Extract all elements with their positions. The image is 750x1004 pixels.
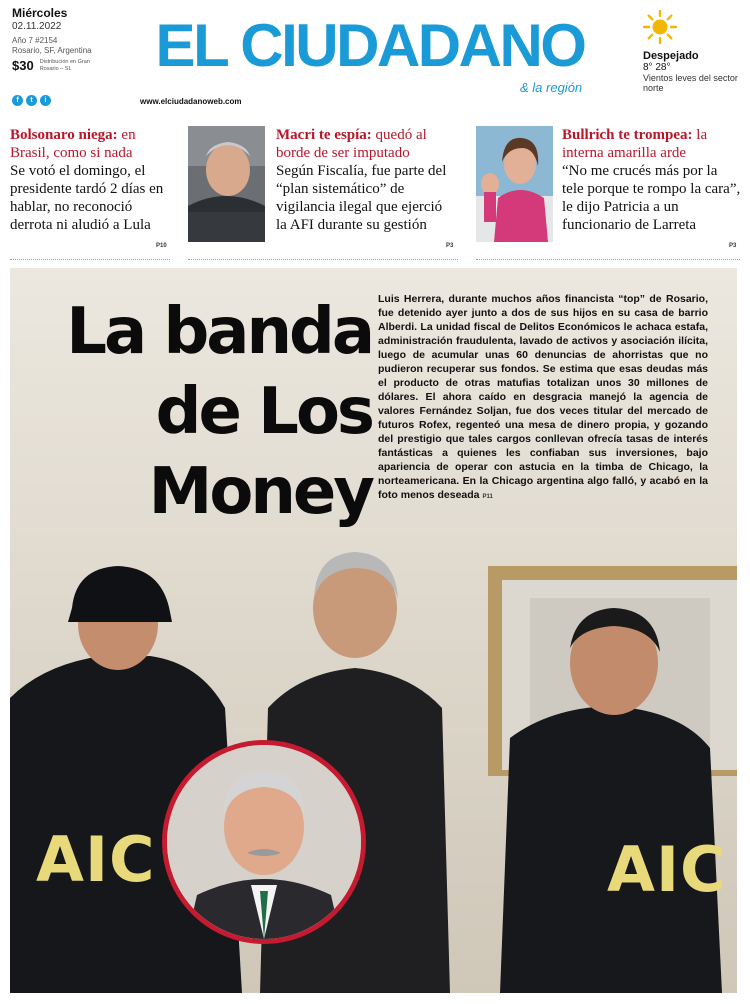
- issue-number: Año 7 #2154: [12, 36, 58, 45]
- edition-day: Miércoles: [12, 6, 68, 20]
- twitter-icon[interactable]: t: [26, 95, 37, 106]
- price: $30: [12, 58, 34, 73]
- teaser-body: “No me crucés más por la tele porque te rompo la cara”, le dijo Patricia a un funcionario de Larreta: [562, 163, 741, 233]
- edition-date: 02.11.2022: [12, 21, 62, 32]
- weather-wind: Vientos leves del sector norte: [643, 73, 738, 93]
- teaser-body: Según Fiscalía, fue parte del “plan sistemático” de vigilancia ilegal que ejerció la AFI durante su gestión: [276, 163, 447, 233]
- aic-vest-label-left: AIC: [36, 823, 156, 896]
- instagram-icon[interactable]: i: [40, 95, 51, 106]
- macri-photo-art: [188, 126, 265, 242]
- newspaper-subtitle: & la región: [520, 80, 583, 95]
- teaser-lead: quedó al borde de ser imputado: [276, 127, 427, 161]
- weather-box: [643, 10, 743, 93]
- teaser-body: Se votó el domingo, el presidente tardó 2 días en hablar, no reconoció derrota ni aludió a Lula: [10, 163, 164, 233]
- divider: [10, 259, 170, 260]
- newspaper-title: EL CIUDADANO: [155, 12, 585, 79]
- aic-vest-label-right: AIC: [607, 833, 727, 906]
- main-body: [378, 292, 708, 504]
- teaser-page-ref: P3: [729, 243, 737, 249]
- teaser-kicker: Bullrich te trompea:: [562, 127, 693, 143]
- price-row: [12, 58, 132, 73]
- headline-line: Money: [148, 455, 372, 529]
- weather-condition: Despejado: [643, 50, 699, 62]
- teaser-macri[interactable]: [276, 126, 454, 234]
- divider: [188, 259, 458, 260]
- main-headline: [32, 292, 372, 532]
- teaser-page-ref: P3: [446, 243, 454, 249]
- main-page-ref: P11: [482, 494, 493, 500]
- herrera-portrait: [162, 740, 366, 944]
- divider: [476, 259, 740, 260]
- edition-issue: [12, 36, 132, 56]
- teaser-kicker: Bolsonaro niega:: [10, 127, 118, 143]
- main-body-text: Luis Herrera, durante muchos años financista “top” de Rosario, fue detenido ayer junto a dos de sus hijos en su casa de barrio Alberdi. La unidad fiscal de Delitos Económicos le achaca estafa, administración fraudulenta, lavado de activos y asociación ilícita, luego de acumular unas 60 denuncias de ahorristas que no pudieron recuperar sus fondos. Se estima que esas deudas más el producto de otras matufias totalizan unos 30 millones de dólares. El ahora caído en desgracia manejó la agencia de valores Fernández Soljan, fue dos veces titular del mercado de futuros Rofex, regenteó una mesa de dinero propia, y gozando del prestigio que tales cargos conllevan ofrecía tasas de interés fantásticas a quienes les confiaban sus inversiones, bajo apariencia de operar con astucia en la timba de Chicago, la norteamericana. En la Chicago argentina algo falló, y acabó en la foto menos deseada: [378, 293, 708, 501]
- sun-icon: [643, 10, 677, 44]
- teaser-page-ref: P10: [156, 243, 167, 249]
- social-links: [12, 95, 51, 106]
- masthead: [0, 0, 750, 112]
- edition-info: [12, 6, 132, 73]
- macri-photo: [188, 126, 265, 242]
- teaser-bullrich[interactable]: [562, 126, 742, 234]
- website-link[interactable]: www.elciudadanoweb.com: [140, 97, 242, 106]
- bullrich-photo-art: [476, 126, 553, 242]
- bullrich-photo: [476, 126, 553, 242]
- teaser-lead: la interna amarilla arde: [562, 127, 708, 161]
- price-note: Distribución en Gran Rosario – SL: [39, 59, 90, 72]
- headline-line: La banda: [66, 295, 372, 369]
- teaser-row: [0, 120, 750, 260]
- facebook-icon[interactable]: f: [12, 95, 23, 106]
- teaser-lead: en Brasil, como si nada: [10, 127, 136, 161]
- issue-location: Rosario, SF, Argentina: [12, 46, 92, 55]
- main-story[interactable]: [10, 268, 737, 993]
- weather-temps: 8° 28°: [643, 62, 671, 73]
- headline-line: de Los: [155, 375, 372, 449]
- herrera-portrait-art: [167, 745, 361, 939]
- teaser-kicker: Macri te espía:: [276, 127, 372, 143]
- teaser-bolsonaro[interactable]: [10, 126, 175, 234]
